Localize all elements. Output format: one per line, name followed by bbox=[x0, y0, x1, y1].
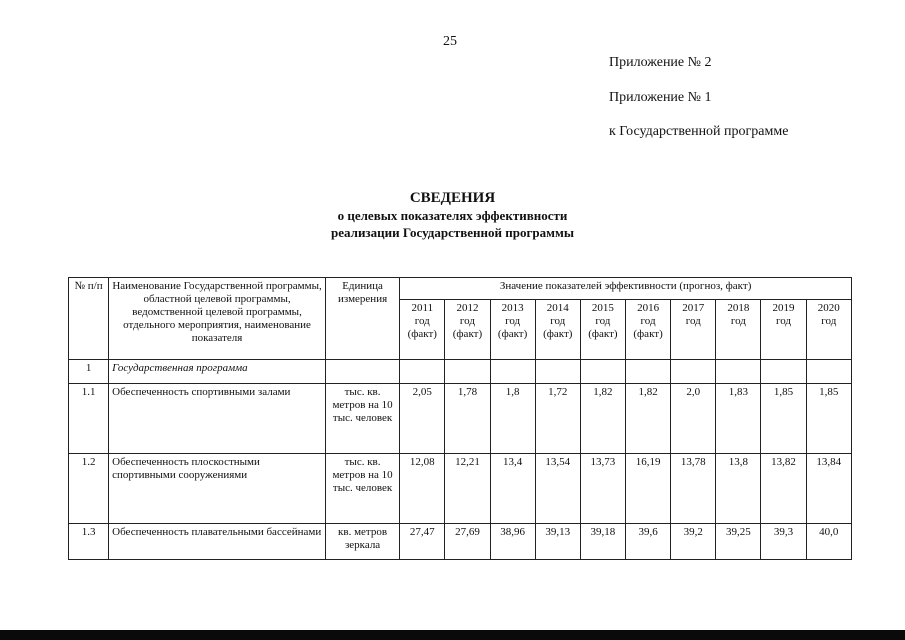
row-value bbox=[671, 360, 716, 384]
title-line-2: о целевых показателях эффективности bbox=[337, 208, 568, 223]
row-value: 16,19 bbox=[625, 454, 670, 524]
year-label: 2011 bbox=[411, 302, 434, 314]
year-unit: год bbox=[595, 315, 611, 327]
year-label: 2015 bbox=[591, 302, 614, 314]
header-unit: Единица измерения bbox=[325, 278, 399, 360]
row-value: 1,82 bbox=[580, 384, 625, 454]
table-row bbox=[69, 454, 852, 524]
row-value: 1,78 bbox=[445, 384, 490, 454]
row-value: 12,21 bbox=[445, 454, 490, 524]
year-unit: год bbox=[640, 315, 656, 327]
row-value bbox=[535, 360, 580, 384]
year-unit: год bbox=[459, 315, 475, 327]
year-label: 2020 bbox=[817, 302, 840, 314]
year-unit: год bbox=[685, 315, 701, 327]
row-num: 1 bbox=[69, 360, 109, 384]
year-label: 2019 bbox=[772, 302, 795, 314]
row-num: 1.2 bbox=[69, 454, 109, 524]
row-value: 1,85 bbox=[761, 384, 806, 454]
row-value bbox=[400, 360, 445, 384]
row-value: 12,08 bbox=[400, 454, 445, 524]
table-row bbox=[69, 360, 852, 384]
row-value: 1,83 bbox=[716, 384, 761, 454]
row-value: 13,54 bbox=[535, 454, 580, 524]
year-label: 2014 bbox=[546, 302, 569, 314]
year-label: 2013 bbox=[501, 302, 524, 314]
row-value: 13,8 bbox=[716, 454, 761, 524]
table-row bbox=[69, 524, 852, 560]
document-title bbox=[0, 190, 905, 241]
row-num: 1.3 bbox=[69, 524, 109, 560]
year-label: 2018 bbox=[727, 302, 750, 314]
year-header bbox=[806, 300, 851, 360]
page-number: 25 bbox=[443, 34, 457, 49]
year-header bbox=[490, 300, 535, 360]
year-label: 2017 bbox=[682, 302, 705, 314]
row-unit: тыс. кв. метров на 10 тыс. человек bbox=[325, 454, 399, 524]
row-unit bbox=[325, 360, 399, 384]
header-values: Значение показателей эффективности (прогноз, факт) bbox=[400, 278, 852, 300]
row-name: Обеспеченность спортивными залами bbox=[109, 384, 326, 454]
row-value: 39,3 bbox=[761, 524, 806, 560]
year-header bbox=[761, 300, 806, 360]
row-value: 1,82 bbox=[625, 384, 670, 454]
year-label: 2012 bbox=[456, 302, 479, 314]
row-value: 39,2 bbox=[671, 524, 716, 560]
year-header bbox=[671, 300, 716, 360]
row-value: 27,47 bbox=[400, 524, 445, 560]
indicators-table bbox=[68, 277, 852, 560]
row-value bbox=[761, 360, 806, 384]
row-value: 1,72 bbox=[535, 384, 580, 454]
scan-bottom-edge bbox=[0, 630, 905, 640]
row-unit: кв. метров зеркала bbox=[325, 524, 399, 560]
year-unit: год bbox=[730, 315, 746, 327]
year-type: (факт) bbox=[497, 328, 528, 340]
year-header bbox=[625, 300, 670, 360]
row-value bbox=[625, 360, 670, 384]
row-unit: тыс. кв. метров на 10 тыс. человек bbox=[325, 384, 399, 454]
year-header bbox=[716, 300, 761, 360]
row-value bbox=[716, 360, 761, 384]
year-type: (факт) bbox=[407, 328, 437, 340]
row-value bbox=[806, 360, 851, 384]
header-name: Наименование Государственной программы, областной целевой программы, ведомственной целевой программы, отдельного мероприятия, наименование показателя bbox=[109, 278, 326, 360]
year-unit: год bbox=[414, 315, 430, 327]
year-unit: год bbox=[550, 315, 566, 327]
row-value: 39,25 bbox=[716, 524, 761, 560]
row-value: 13,73 bbox=[580, 454, 625, 524]
year-type: (факт) bbox=[543, 328, 573, 340]
row-value bbox=[445, 360, 490, 384]
year-header bbox=[400, 300, 445, 360]
year-unit: год bbox=[776, 315, 792, 327]
year-unit: год bbox=[821, 315, 837, 327]
row-value: 39,18 bbox=[580, 524, 625, 560]
row-value: 40,0 bbox=[806, 524, 851, 560]
year-type: (факт) bbox=[633, 328, 663, 340]
row-value: 13,84 bbox=[806, 454, 851, 524]
title-line-3: реализации Государственной программы bbox=[331, 225, 574, 240]
row-name: Обеспеченность плоскостными спортивными сооружениями bbox=[109, 454, 326, 524]
row-value bbox=[580, 360, 625, 384]
year-header bbox=[445, 300, 490, 360]
row-value: 39,13 bbox=[535, 524, 580, 560]
table-row bbox=[69, 384, 852, 454]
row-value: 13,82 bbox=[761, 454, 806, 524]
header-num: № п/п bbox=[69, 278, 109, 360]
row-value: 2,0 bbox=[671, 384, 716, 454]
year-unit: год bbox=[505, 315, 521, 327]
appendix-line-1: Приложение № 2 bbox=[609, 55, 712, 70]
row-value: 13,4 bbox=[490, 454, 535, 524]
appendix-line-3: к Государственной программе bbox=[609, 124, 789, 139]
year-type: (факт) bbox=[452, 328, 483, 340]
year-header bbox=[580, 300, 625, 360]
year-label: 2016 bbox=[637, 302, 660, 314]
row-num: 1.1 bbox=[69, 384, 109, 454]
row-name: Обеспеченность плавательными бассейнами bbox=[109, 524, 326, 560]
row-value: 38,96 bbox=[490, 524, 535, 560]
title-main: СВЕДЕНИЯ bbox=[409, 190, 496, 206]
year-type: (факт) bbox=[588, 328, 618, 340]
row-value: 2,05 bbox=[400, 384, 445, 454]
row-value: 1,85 bbox=[806, 384, 851, 454]
row-value bbox=[490, 360, 535, 384]
appendix-line-2: Приложение № 1 bbox=[609, 90, 712, 105]
row-value: 1,8 bbox=[490, 384, 535, 454]
year-header bbox=[535, 300, 580, 360]
row-value: 39,6 bbox=[625, 524, 670, 560]
row-name: Государственная программа bbox=[109, 360, 326, 384]
row-value: 27,69 bbox=[445, 524, 490, 560]
row-value: 13,78 bbox=[671, 454, 716, 524]
